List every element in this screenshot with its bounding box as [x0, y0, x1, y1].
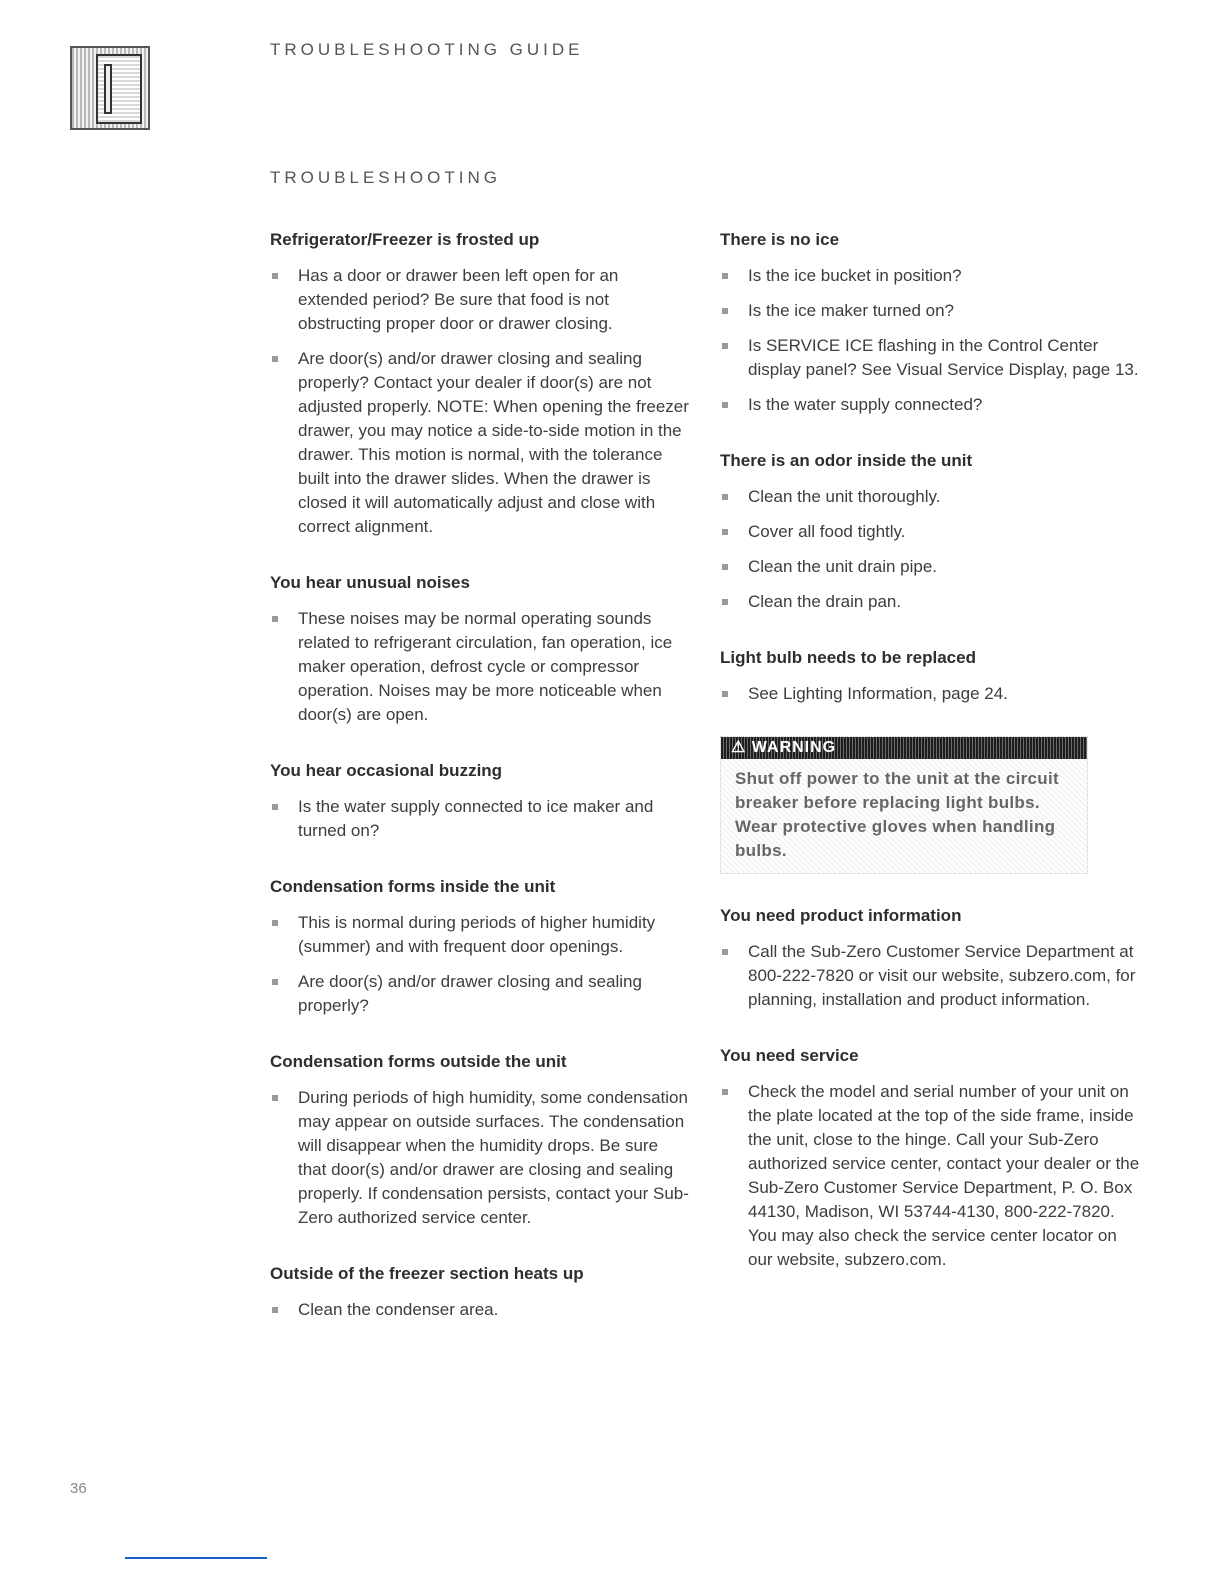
header-title: TROUBLESHOOTING GUIDE [270, 40, 584, 59]
topic-freezer-heats-up [270, 1262, 690, 1322]
refrigerator-icon [70, 46, 150, 130]
topic-heading: Outside of the freezer section heats up [270, 1264, 584, 1283]
list-item: Has a door or drawer been left open for an extended period? Be sure that food is not obstructing proper door or drawer closing. [270, 264, 690, 336]
topic-product-information [720, 904, 1140, 1012]
bullet-icon [272, 616, 278, 622]
right-column [720, 228, 1140, 1283]
bullet-icon [272, 920, 278, 926]
bullet-icon [722, 529, 728, 535]
list-item: Check the model and serial number of your unit on the plate located at the top of the side frame, inside the unit, close to the hinge. Call your Sub-Zero authorized service center, contact your dealer or the Sub-Zero Customer Service Department, P. O. Box 44130, Madison, WI 53744-4130, 800-222-7820. You may also check the service center locator on our website, subzero.com. [720, 1080, 1140, 1272]
bullet-icon [722, 599, 728, 605]
warning-box [720, 736, 1088, 874]
left-column [270, 228, 690, 1333]
warning-label: ⚠ WARNING [721, 737, 1087, 759]
list-item: Call the Sub-Zero Customer Service Department at 800-222-7820 or visit our website, subzero.com, for planning, installation and product information. [720, 940, 1140, 1012]
list-item: Is SERVICE ICE flashing in the Control Center display panel? See Visual Service Display, page 13. [720, 334, 1140, 382]
bullet-icon [272, 979, 278, 985]
list-item: Clean the unit thoroughly. [720, 485, 1140, 509]
topic-frosted-up [270, 228, 690, 539]
bullet-icon [722, 308, 728, 314]
list-item: This is normal during periods of higher humidity (summer) and with frequent door openings. [270, 911, 690, 959]
topic-heading: There is no ice [720, 230, 840, 249]
list-item: Clean the drain pan. [720, 590, 1140, 614]
list-item: Are door(s) and/or drawer closing and sealing properly? Contact your dealer if door(s) are not adjusted properly. NOTE: When opening the freezer drawer, you may notice a side-to-side motion in the drawer. This motion is normal, with the tolerance built into the drawer slides. When the drawer is closed it will automatically adjust and close with correct alignment. [270, 347, 690, 539]
bullet-icon [722, 343, 728, 349]
topic-heading: You need product information [720, 906, 962, 925]
bullet-icon [722, 564, 728, 570]
list-item: These noises may be normal operating sounds related to refrigerant circulation, fan operation, ice maker operation, defrost cycle or compressor operation. Noises may be more noticeable when door(s) are open. [270, 607, 690, 727]
bullet-icon [722, 1089, 728, 1095]
bullet-icon [722, 949, 728, 955]
topic-heading: Condensation forms outside the unit [270, 1052, 567, 1071]
bullet-icon [722, 691, 728, 697]
topic-occasional-buzzing [270, 759, 690, 843]
bullet-icon [722, 402, 728, 408]
topic-heading: You hear occasional buzzing [270, 761, 503, 780]
bullet-icon [272, 273, 278, 279]
warning-text: Shut off power to the unit at the circuit breaker before replacing light bulbs. Wear protective gloves when handling bulbs. [735, 769, 1059, 860]
bullet-icon [722, 494, 728, 500]
list-item: During periods of high humidity, some condensation may appear on outside surfaces. The condensation will disappear when the humidity drops. Be sure that door(s) and/or drawer are closing and sealing properly. If condensation persists, contact your Sub-Zero authorized service center. [270, 1086, 690, 1230]
topic-heading: Refrigerator/Freezer is frosted up [270, 230, 540, 249]
topic-heading: Light bulb needs to be replaced [720, 648, 976, 667]
bullet-icon [272, 804, 278, 810]
bullet-icon [272, 1307, 278, 1313]
topic-unusual-noises [270, 571, 690, 727]
footer-divider [125, 1557, 267, 1559]
page-number: 36 [70, 1480, 87, 1497]
topic-heading: You hear unusual noises [270, 573, 470, 592]
bullet-icon [272, 356, 278, 362]
bullet-icon [722, 273, 728, 279]
list-item: Cover all food tightly. [720, 520, 1140, 544]
list-item: Is the water supply connected to ice maker and turned on? [270, 795, 690, 843]
topic-heading: You need service [720, 1046, 859, 1065]
topic-heading: There is an odor inside the unit [720, 451, 973, 470]
list-item: Are door(s) and/or drawer closing and sealing properly? [270, 970, 690, 1018]
list-item: Is the water supply connected? [720, 393, 1140, 417]
list-item: Is the ice bucket in position? [720, 264, 1140, 288]
topic-need-service [720, 1044, 1140, 1272]
list-item: Clean the unit drain pipe. [720, 555, 1140, 579]
list-item: Is the ice maker turned on? [720, 299, 1140, 323]
topic-no-ice [720, 228, 1140, 417]
topic-light-bulb [720, 646, 1140, 706]
list-item: Clean the condenser area. [270, 1298, 690, 1322]
topic-heading: Condensation forms inside the unit [270, 877, 556, 896]
topic-odor [720, 449, 1140, 614]
list-item: See Lighting Information, page 24. [720, 682, 1140, 706]
topic-condensation-inside [270, 875, 690, 1018]
section-title: TROUBLESHOOTING [270, 168, 501, 187]
topic-condensation-outside [270, 1050, 690, 1230]
bullet-icon [272, 1095, 278, 1101]
